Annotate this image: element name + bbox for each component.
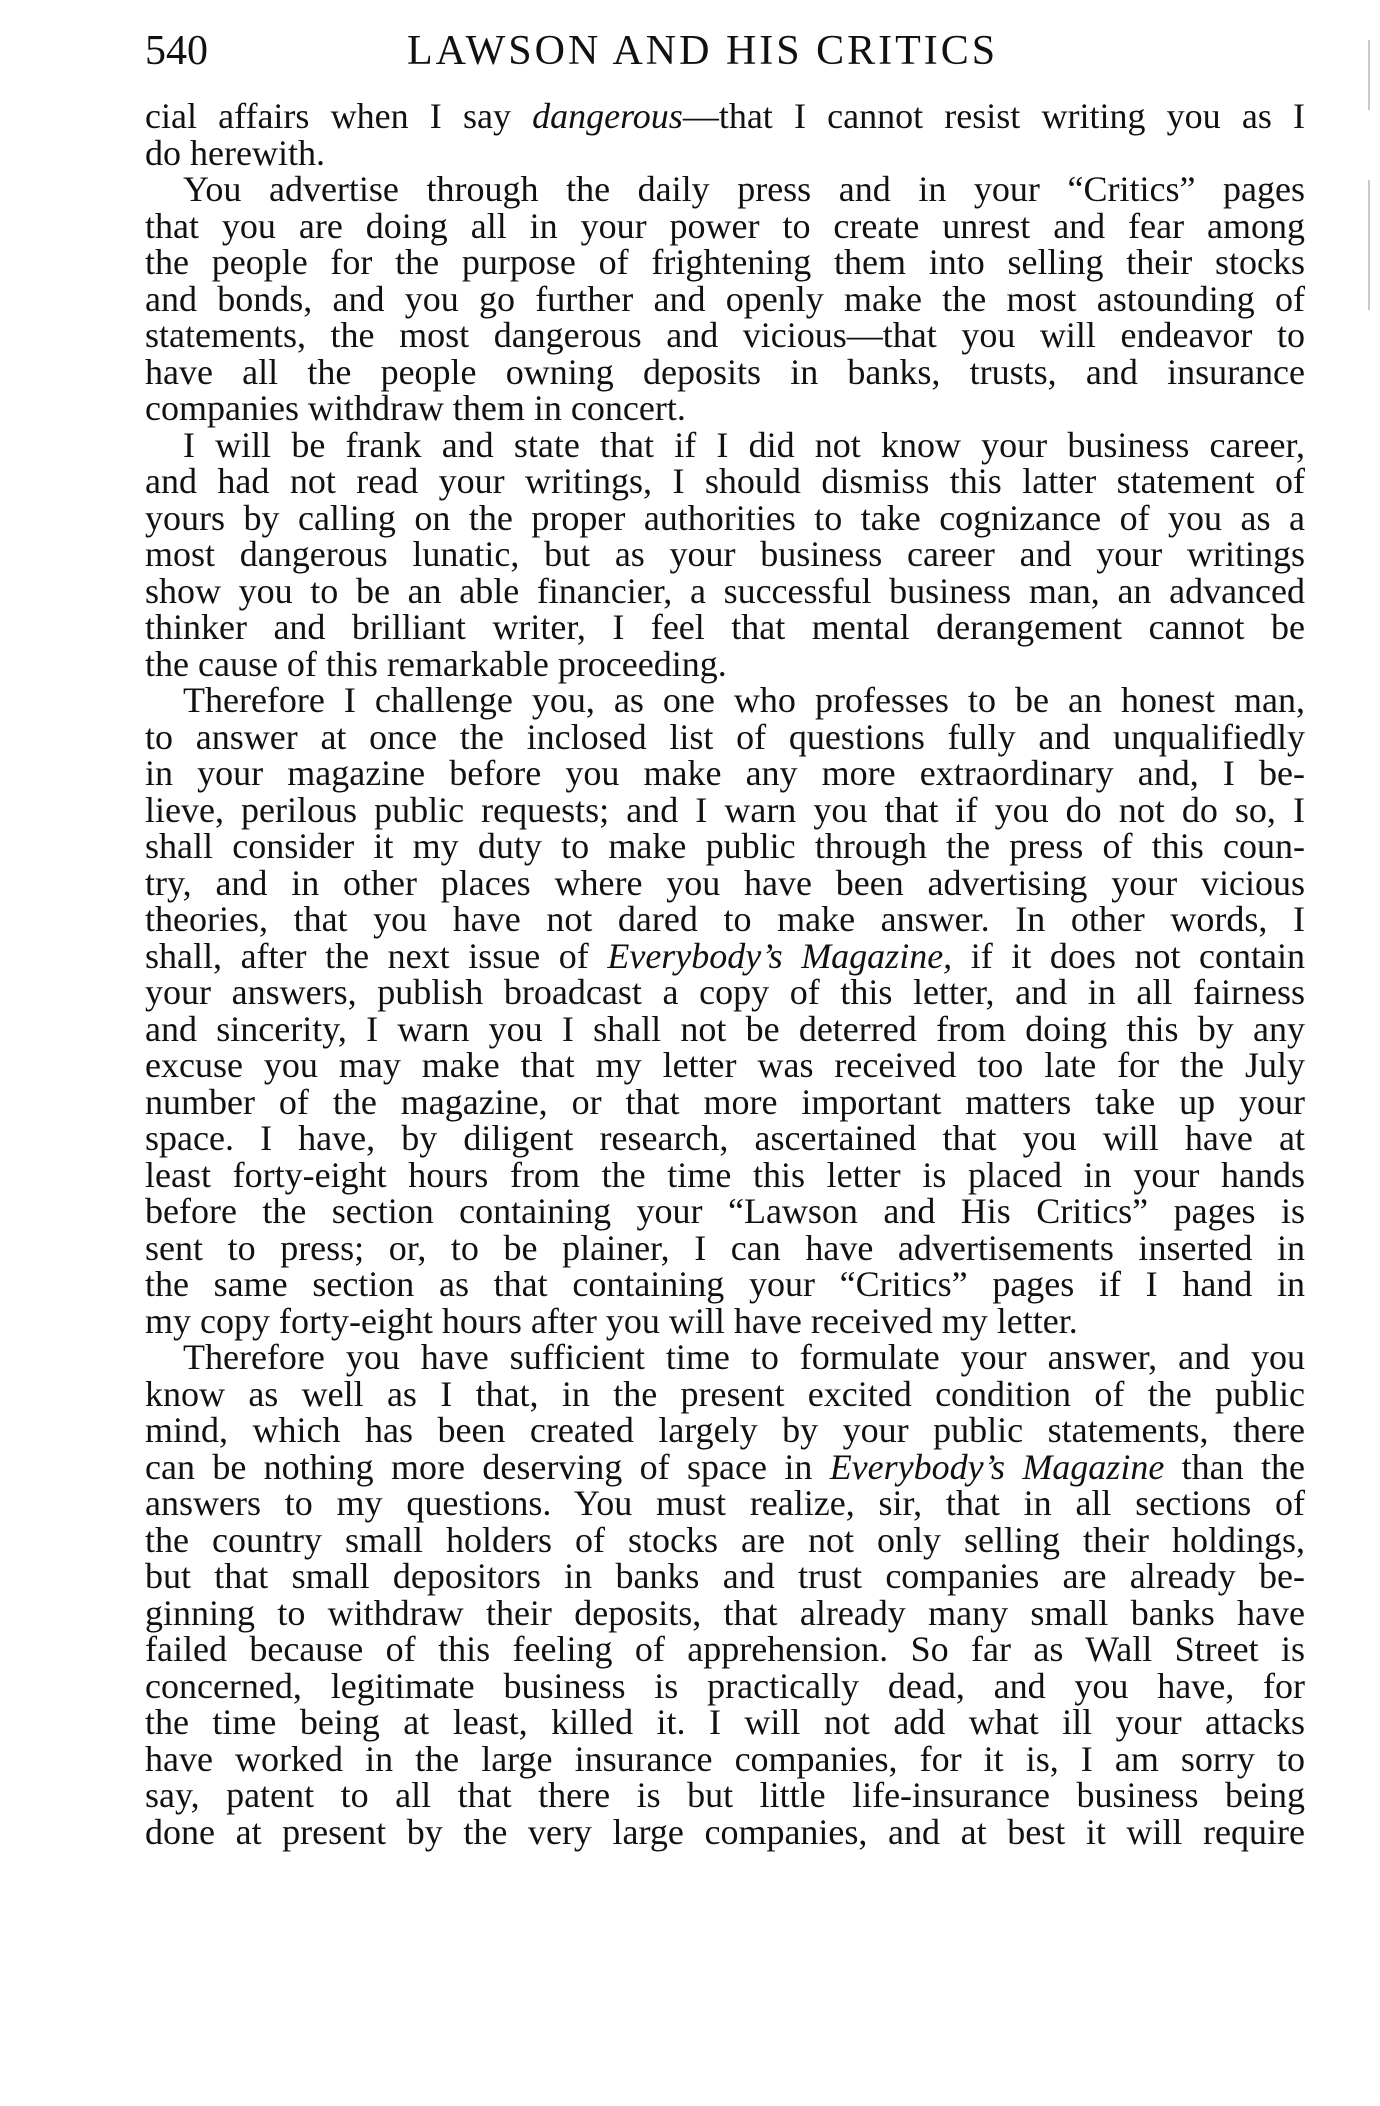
text-line	[145, 278, 1305, 319]
text-line	[145, 1047, 1305, 1084]
text-line	[145, 1081, 1305, 1122]
running-head-title: LAWSON AND HIS CRITICS	[407, 28, 999, 74]
text-segment: know as well as I that, in the present excited condition of the public	[145, 1373, 1305, 1414]
text-line	[145, 935, 1305, 976]
text-segment: You advertise through the daily press and in your “Critics” pages	[183, 169, 1305, 209]
text-segment: concerned, legitimate business is practically dead, and you have, for	[145, 1665, 1305, 1706]
text-line	[145, 1300, 1305, 1341]
text-segment: shall consider it my duty to make public through the press of this coun-	[145, 826, 1305, 866]
text-line	[145, 643, 1305, 684]
text-segment: thinker and brilliant writer, I feel that mental derangement cannot be	[145, 607, 1305, 647]
text-segment: the people for the purpose of frightening them into selling their stocks	[145, 242, 1305, 282]
text-line	[145, 901, 1305, 938]
running-head	[145, 26, 1305, 76]
scan-edge-mark	[1368, 180, 1370, 310]
text-line	[145, 132, 1305, 173]
paragraph	[145, 1339, 1305, 1850]
text-segment: statements, the most dangerous and vicious—that you will endeavor to	[145, 315, 1305, 355]
text-line	[145, 1227, 1305, 1268]
text-line	[145, 862, 1305, 903]
text-segment: but that small depositors in banks and trust companies are already be-	[145, 1556, 1305, 1596]
text-line	[145, 1339, 1305, 1376]
text-segment: my copy forty-eight hours after you will have received my letter.	[145, 1300, 1078, 1341]
italic-text: Everybody’s Magazine,	[607, 935, 953, 976]
text-line	[145, 1592, 1305, 1633]
page-number: 540	[145, 28, 208, 74]
text-line	[145, 570, 1305, 611]
text-line	[145, 789, 1305, 830]
text-line	[145, 1120, 1305, 1157]
text-segment: the country small holders of stocks are not only selling their holdings,	[145, 1519, 1305, 1560]
text-segment: do herewith.	[145, 132, 325, 173]
text-segment: yours by calling on the proper authorities to take cognizance of you as a	[145, 497, 1305, 538]
text-segment: say, patent to all that there is but little life-insurance business being	[145, 1775, 1305, 1815]
text-segment: companies withdraw them in concert.	[145, 388, 686, 428]
text-segment: most dangerous lunatic, but as your business career and your writings	[145, 534, 1305, 574]
text-segment: I will be frank and state that if I did not know your business career,	[183, 424, 1305, 465]
text-line	[145, 351, 1305, 392]
text-segment: have all the people owning deposits in banks, trusts, and insurance	[145, 351, 1305, 392]
text-line	[145, 244, 1305, 281]
text-segment: the same section as that containing your “Critics” pages if I hand in	[145, 1264, 1305, 1304]
text-line	[145, 755, 1305, 792]
text-line	[145, 974, 1305, 1011]
text-segment: to answer at once the inclosed list of questions fully and unqualifiedly	[145, 716, 1305, 757]
paragraph	[145, 682, 1305, 1339]
text-line	[145, 1738, 1305, 1779]
text-line	[145, 390, 1305, 427]
text-segment: Therefore you have sufficient time to formulate your answer, and you	[183, 1337, 1305, 1377]
text-segment: if it does not contain	[952, 935, 1305, 976]
text-segment: least forty-eight hours from the time this letter is placed in your hands	[145, 1154, 1305, 1195]
text-segment: ginning to withdraw their deposits, that already many small banks have	[145, 1592, 1305, 1633]
text-line	[145, 1665, 1305, 1706]
text-segment: mind, which has been created largely by your public statements, there	[145, 1410, 1305, 1450]
text-line	[145, 1704, 1305, 1741]
text-line	[145, 1008, 1305, 1049]
text-line	[145, 682, 1305, 719]
text-segment: lieve, perilous public requests; and I warn you that if you do not do so, I	[145, 789, 1305, 830]
text-segment: can be nothing more deserving of space in	[145, 1446, 830, 1487]
text-segment: in your magazine before you make any more extraordinary and, I be-	[145, 753, 1305, 793]
paragraph	[145, 424, 1305, 684]
text-segment: shall, after the next issue of	[145, 935, 608, 976]
text-segment: the cause of this remarkable proceeding.	[145, 643, 727, 684]
text-line	[145, 1631, 1305, 1668]
text-line	[145, 424, 1305, 465]
text-segment: number of the magazine, or that more important matters take up your	[145, 1081, 1305, 1122]
text-line	[145, 1558, 1305, 1595]
text-line	[145, 497, 1305, 538]
text-line	[145, 1519, 1305, 1560]
text-line	[145, 317, 1305, 354]
text-segment: done at present by the very large companies, and at best it will require	[145, 1811, 1305, 1852]
text-line	[145, 536, 1305, 573]
text-segment: try, and in other places where you have been advertising your vicious	[145, 862, 1305, 903]
text-line	[145, 205, 1305, 246]
text-segment: and bonds, and you go further and openly make the most astounding of	[145, 278, 1305, 319]
text-line	[145, 1373, 1305, 1414]
text-segment: failed because of this feeling of apprehension. So far as Wall Street is	[145, 1629, 1305, 1669]
text-segment: —that I cannot resist writing you as I	[682, 96, 1306, 136]
text-segment: space. I have, by diligent research, ascertained that you will have at	[145, 1118, 1305, 1158]
text-line	[145, 1412, 1305, 1449]
text-line	[145, 1266, 1305, 1303]
text-segment: theories, that you have not dared to make answer. In other words, I	[145, 899, 1305, 939]
text-segment: show you to be an able financier, a successful business man, an advanced	[145, 570, 1305, 611]
text-segment: Therefore I challenge you, as one who professes to be an honest man,	[183, 680, 1305, 720]
text-line	[145, 1154, 1305, 1195]
text-segment: answers to my questions. You must realize, sir, that in all sections of	[145, 1483, 1305, 1523]
text-line	[145, 1811, 1305, 1852]
text-line	[145, 1446, 1305, 1487]
letter-text	[145, 98, 1305, 1850]
text-segment: and had not read your writings, I should dismiss this latter statement of	[145, 461, 1305, 501]
text-line	[145, 463, 1305, 500]
text-segment: that you are doing all in your power to create unrest and fear among	[145, 205, 1305, 246]
text-line	[145, 98, 1305, 135]
text-line	[145, 1777, 1305, 1814]
italic-text: Everybody’s Magazine	[829, 1446, 1165, 1487]
paragraph	[145, 171, 1305, 427]
text-line	[145, 609, 1305, 646]
text-segment: than the	[1164, 1446, 1305, 1487]
text-segment: sent to press; or, to be plainer, I can have advertisements inserted in	[145, 1227, 1305, 1268]
text-segment: your answers, publish broadcast a copy of this letter, and in all fairness	[145, 972, 1305, 1012]
text-segment: cial affairs when I say	[145, 96, 533, 136]
text-segment: have worked in the large insurance companies, for it is, I am sorry to	[145, 1738, 1305, 1779]
italic-text: dangerous	[532, 96, 683, 136]
scan-edge-mark	[1368, 40, 1370, 110]
text-segment: excuse you may make that my letter was received too late for the July	[145, 1045, 1305, 1085]
text-line	[145, 828, 1305, 865]
text-segment: before the section containing your “Lawson and His Critics” pages is	[145, 1191, 1305, 1231]
text-segment: the time being at least, killed it. I will not add what ill your attacks	[145, 1702, 1305, 1742]
text-line	[145, 171, 1305, 208]
text-segment: and sincerity, I warn you I shall not be deterred from doing this by any	[145, 1008, 1305, 1049]
text-line	[145, 1485, 1305, 1522]
text-line	[145, 716, 1305, 757]
text-line	[145, 1193, 1305, 1230]
paragraph	[145, 98, 1305, 171]
